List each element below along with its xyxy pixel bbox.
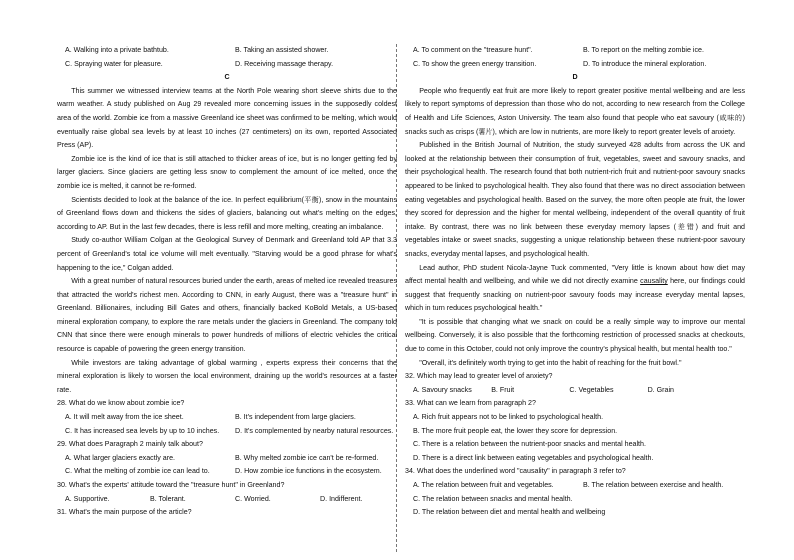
option-b: B. Taking an assisted shower.	[235, 46, 329, 54]
option-d: D. The relation between diet and mental health and wellbeing	[413, 508, 606, 517]
option-d: D. Indifferent.	[320, 494, 363, 503]
option-b: B. It's independent from large glaciers.	[235, 413, 356, 422]
option-c: C. Spraying water for pleasure.	[65, 59, 163, 68]
passage-paragraph: Published in the British Journal of Nutrition, the study surveyed 428 adults from across the UK and looked at the relationship between their consumption of fruit, vegetables, sweet and savoury snacks, and their psychological health. The research found that both nutrient-rich fruit and nutrient-poor savoury snacks appeared to be linked to psychological health. They also found that there was no direct association between eating vegetables and psychological health. Based on the survey, the more often people ate fruit, the lower they scored for depression and the higher for mental wellbeing, independent of the overall quantity of fruit intake. By contrast, there was no link between these everyday memory lapses (差错) and fruit and vegetables intake or sweet snacks, suggesting a unique relationship between these nutrient-poor savoury snacks, everyday mental lapses, and psychological health.	[405, 141, 745, 258]
option-c: C. Worried.	[235, 494, 271, 503]
option-d: D. How zombie ice functions in the ecosystem.	[235, 467, 382, 476]
option-row	[405, 44, 745, 58]
option-row	[57, 44, 397, 58]
right-column	[405, 44, 745, 520]
option-d: D. It's complemented by nearby natural resources.	[235, 426, 394, 435]
option-row	[57, 58, 397, 72]
option-row	[405, 479, 745, 493]
option-c: C. There is a relation between the nutrient-poor snacks and mental health.	[413, 440, 646, 449]
section-label-c: C	[224, 73, 230, 82]
option-row	[405, 384, 745, 398]
underlined-word-causality: causality	[640, 277, 668, 286]
passage-paragraph: "Overall, it's definitely worth trying to get into the habit of reaching for the fruit bowl."	[419, 358, 682, 367]
option-d: D. Grain	[647, 385, 674, 394]
option-d: D. Receiving massage therapy.	[235, 59, 334, 68]
question-33: 33. What can we learn from paragraph 2?	[405, 399, 536, 408]
passage-paragraph: With a great number of natural resources buried under the earth, areas of melted ice revealed treasures that attracted the world's richest men. According to CNN, in early August, there was a "treasure hunt" in Greenland. Billionaires, including Bill Gates and others, financially backed KoBold Metals, a US-based mineral exploration company, to explore the rare metals under the glaciers in Greenland. The company told CNN that since there were enough minerals to power hundreds of millions of electric vehicles the critical resource is capable of powering the green energy transition.	[57, 277, 397, 354]
option-b: B. Fruit	[491, 385, 515, 394]
question-31: 31. What's the main purpose of the article?	[57, 508, 192, 517]
option-d: D. To introduce the mineral exploration.	[583, 59, 707, 68]
passage-paragraph	[405, 262, 745, 316]
option-b: B. Tolerant.	[150, 494, 186, 503]
option-b: B. To report on the melting zombie ice.	[583, 46, 704, 54]
option-d: D. There is a direct link between eating vegetables and psychological health.	[413, 453, 654, 462]
option-c: C. What the melting of zombie ice can lead to.	[65, 467, 210, 476]
option-a: A. It will melt away from the ice sheet.	[65, 413, 184, 422]
passage-paragraph: Zombie ice is the kind of ice that is still attached to thicker areas of ice, but is no longer getting fed by larger glaciers. Since glaciers are getting less snow to complement the amount of ice melted, once the zombie ice is melted, it cannot be re-formed.	[57, 154, 397, 190]
passage-paragraph: While investors are taking advantage of global warming , experts express their concerns that the mineral exploration is likely to worsen the local environment, draining up the world's resources at a faster rate.	[57, 358, 397, 394]
option-a: A. Savoury snacks	[413, 385, 472, 394]
section-label-d: D	[572, 73, 578, 82]
option-a: A. Rich fruit appears not to be linked to psychological health.	[413, 413, 604, 422]
option-row	[57, 465, 397, 479]
option-a: A. What larger glaciers exactly are.	[65, 453, 175, 462]
passage-paragraph: This summer we witnessed interview teams at the North Pole wearing short sleeve shirts due to the warm weather. A study published on Aug 29 revealed more concerning issues in the supposedly coldest area of the world. Zombie ice from a massive Greenland ice sheet was confirmed to be melting, which would eventually raise global sea levels by at least 10 inches (27 centimeters) on its own, reported Associated Press (AP).	[57, 86, 397, 150]
option-b: B. The more fruit people eat, the lower they score for depression.	[413, 426, 618, 435]
paragraph-text: here, our findings could suggest that frequently snacking on nutrient-poor savoury foods may increase everyday mental lapses, which in turn reduces psychological health."	[405, 277, 745, 313]
question-30: 30. What's the experts' attitude toward the "treasure hunt" in Greenland?	[57, 481, 285, 489]
option-row	[57, 493, 397, 507]
option-a: A. Supportive.	[65, 494, 110, 503]
question-29: 29. What does Paragraph 2 mainly talk about?	[57, 440, 203, 449]
passage-paragraph: Scientists decided to look at the balance of the ice. In perfect equilibrium(平衡), snow in the mountains of Greenland flows down and thickens the sides of glaciers, balancing out what's melting on the edges, according to AP. But in the last few decades, there is less refill and more melting, creating an imbalance.	[57, 195, 397, 231]
paragraph-text: Lead author, PhD student Nicola-Jayne Tuck commented, "Very little is known about how diet may affect mental health and wellbeing, and while we did not directly examine	[405, 263, 745, 286]
option-c: C. Vegetables	[569, 385, 614, 394]
option-b: B. Why melted zombie ice can't be re-formed.	[235, 453, 379, 462]
option-a: A. To comment on the "treasure hunt".	[413, 46, 533, 54]
passage-paragraph: People who frequently eat fruit are more likely to report greater positive mental wellbeing and are less likely to report symptoms of depression than those who do not, according to new research from the College of Health and Life Sciences, Aston University. The team also found that people who eat savoury (咸味的) snacks such as crisps (薯片), which are low in nutrients, are more likely to report greater levels of anxiety.	[405, 86, 745, 136]
option-c: C. It has increased sea levels by up to 10 inches.	[65, 426, 220, 435]
option-a: A. Walking into a private bathtub.	[65, 46, 169, 54]
option-c: C. To show the green energy transition.	[413, 59, 537, 68]
option-a: A. The relation between fruit and vegetables.	[413, 481, 554, 489]
option-row	[57, 452, 397, 466]
option-row	[57, 425, 397, 439]
question-34: 34. What does the underlined word "causality" in paragraph 3 refer to?	[405, 467, 626, 476]
option-c: C. The relation between snacks and mental health.	[413, 494, 573, 503]
passage-paragraph: "It is possible that changing what we snack on could be a really simple way to improve our mental wellbeing. Conversely, it is also possible that the forthcoming restriction of processed snacks at checkouts, due to come in this October, could not only improve the country's physical health, but mental health too."	[405, 317, 745, 354]
passage-paragraph: Study co-author William Colgan at the Geological Survey of Denmark and Greenland told AP that 3.3 percent of Greenland's total ice volume will melt eventually. "Starving would be a good phrase for what's happening to the ice," Colgan added.	[57, 236, 397, 272]
option-b: B. The relation between exercise and health.	[583, 481, 724, 489]
question-32: 32. Which may lead to greater level of anxiety?	[405, 372, 553, 381]
option-row	[57, 411, 397, 425]
question-28: 28. What do we know about zombie ice?	[57, 399, 185, 408]
left-column	[57, 44, 397, 520]
option-row	[405, 58, 745, 72]
